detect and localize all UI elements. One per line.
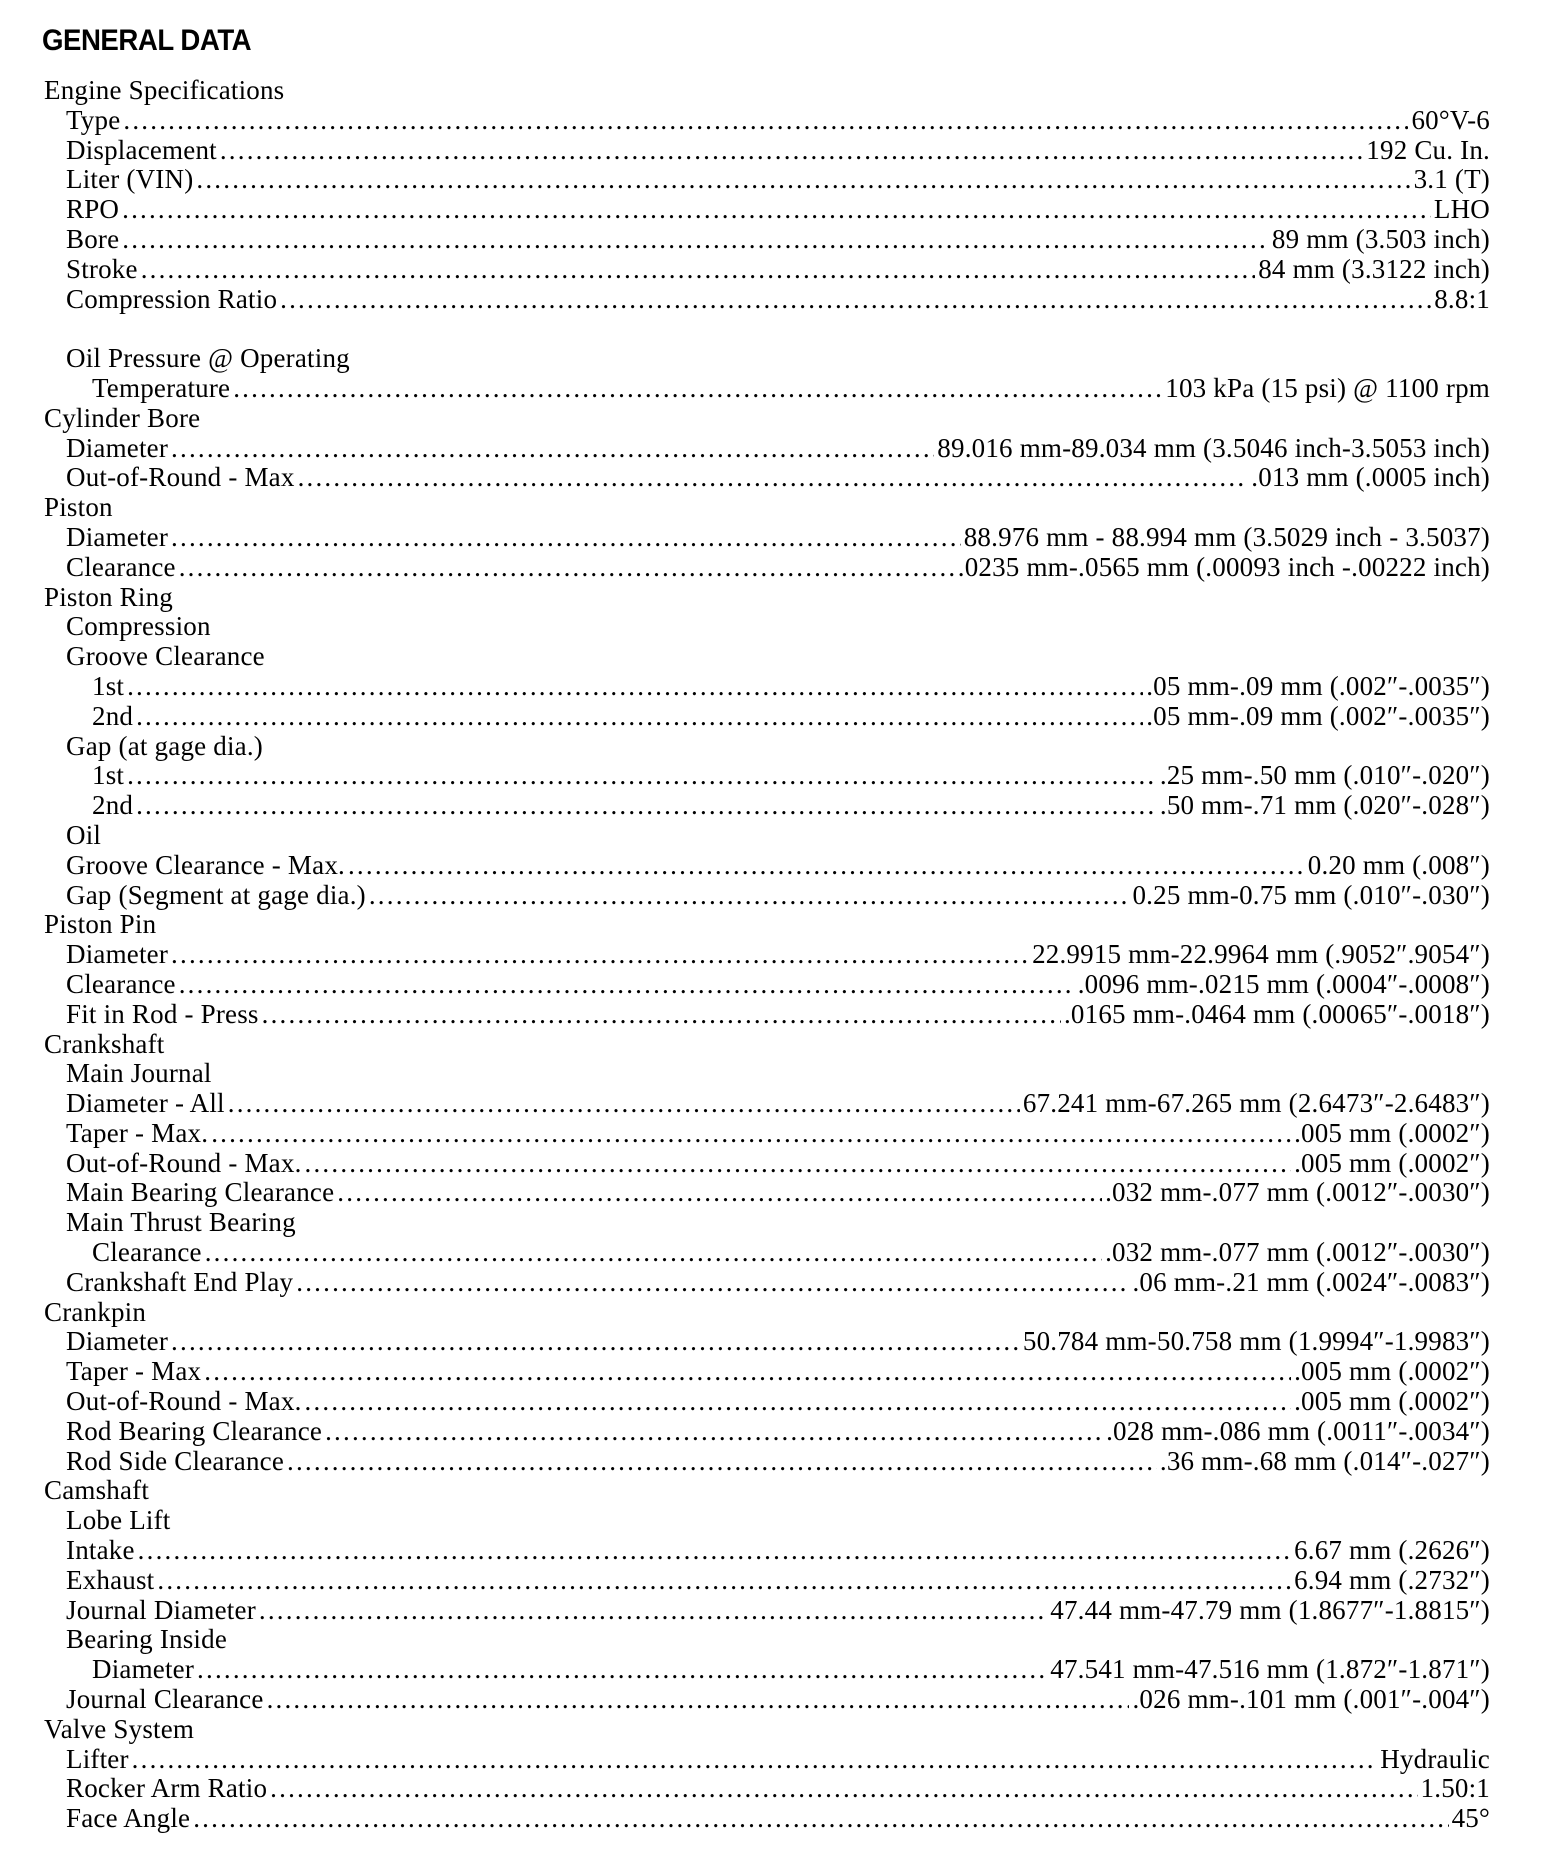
spec-row xyxy=(44,1119,1490,1149)
dot-leader xyxy=(127,672,1143,702)
spec-label: Temperature xyxy=(92,372,231,403)
spec-row xyxy=(44,255,1490,285)
spec-value: 67.241 mm-67.265 mm (2.6473″-2.6483″) xyxy=(1022,1088,1490,1119)
spec-label: Crankpin xyxy=(44,1296,147,1327)
dot-leader xyxy=(179,553,955,583)
section-heading xyxy=(44,612,1490,642)
spec-value: 89.016 mm-89.034 mm (3.5046 inch-3.5053 inch) xyxy=(937,432,1490,463)
page-title: GENERAL DATA xyxy=(42,24,252,57)
spec-label: 2nd xyxy=(92,700,134,731)
spec-label: Fit in Rod - Press xyxy=(66,998,259,1029)
spec-value: .026 mm-.101 mm (.001″-.004″) xyxy=(1132,1684,1490,1715)
spec-row xyxy=(44,881,1490,911)
section-heading xyxy=(44,821,1490,851)
spec-label: Exhaust xyxy=(66,1564,155,1595)
spec-label: Diameter - All xyxy=(66,1088,225,1119)
dot-leader xyxy=(197,1655,1047,1685)
dot-leader xyxy=(138,1536,1291,1566)
section-heading xyxy=(44,1715,1490,1745)
spec-value: 6.94 mm (.2732″) xyxy=(1294,1564,1490,1595)
spec-row xyxy=(44,851,1490,881)
spec-row xyxy=(44,1149,1490,1179)
dot-leader xyxy=(267,1685,1130,1715)
dot-leader xyxy=(141,255,1256,285)
spec-label: Crankshaft End Play xyxy=(66,1266,294,1297)
dot-leader xyxy=(171,434,934,464)
spec-label: Main Bearing Clearance xyxy=(66,1177,335,1208)
dot-leader xyxy=(122,225,1269,255)
spec-row xyxy=(44,702,1490,732)
spec-row xyxy=(44,1447,1490,1477)
spec-label: Intake xyxy=(66,1535,135,1566)
dot-leader xyxy=(348,851,1305,881)
spec-value: 0.25 mm-0.75 mm (.010″-.030″) xyxy=(1132,879,1490,910)
section-heading xyxy=(44,1059,1490,1089)
spec-label: Journal Diameter xyxy=(66,1594,256,1625)
spec-label: Engine Specifications xyxy=(44,75,285,105)
spec-value: 45° xyxy=(1451,1803,1490,1834)
dot-leader xyxy=(220,136,1363,166)
spec-row xyxy=(44,374,1490,404)
spec-label: Clearance xyxy=(66,968,176,999)
section-heading xyxy=(44,732,1490,762)
spec-label: Diameter xyxy=(66,521,169,552)
section-heading xyxy=(44,404,1490,434)
spec-label: Bearing Inside xyxy=(66,1624,228,1655)
spec-row xyxy=(44,1745,1490,1775)
spec-label: Displacement xyxy=(66,134,217,165)
spec-row xyxy=(44,1774,1490,1804)
dot-leader xyxy=(262,1000,1061,1030)
dot-leader xyxy=(132,1745,1378,1775)
spec-value: .013 mm (.0005 inch) xyxy=(1251,462,1490,493)
spec-value: .0235 mm-.0565 mm (.00093 inch -.00222 inch) xyxy=(957,551,1490,582)
spec-row xyxy=(44,791,1490,821)
spec-label: Piston Pin xyxy=(44,909,157,940)
section-heading xyxy=(44,1476,1490,1506)
spec-value: .50 mm-.71 mm (.020″-.028″) xyxy=(1159,790,1490,821)
spec-value: .06 mm-.21 mm (.0024″-.0083″) xyxy=(1132,1266,1490,1297)
spec-row xyxy=(44,1238,1490,1268)
spec-row xyxy=(44,1804,1490,1834)
spec-label: Diameter xyxy=(66,1326,169,1357)
spec-label: Main Thrust Bearing xyxy=(66,1207,296,1238)
dot-leader xyxy=(136,702,1143,732)
spec-label: Diameter xyxy=(66,432,169,463)
spec-label: RPO xyxy=(66,194,120,225)
dot-leader xyxy=(270,1774,1417,1804)
dot-leader xyxy=(369,881,1130,911)
section-heading xyxy=(44,642,1490,672)
spec-label: Stroke xyxy=(66,253,138,284)
section-heading xyxy=(44,1506,1490,1536)
spec-label: Gap (Segment at gage dia.) xyxy=(66,879,366,910)
dot-leader xyxy=(228,1089,1020,1119)
dot-leader xyxy=(122,195,1431,225)
spec-value: 22.9915 mm-22.9964 mm (.9052″.9054″) xyxy=(1032,939,1490,970)
dot-leader xyxy=(136,791,1157,821)
spec-value: LHO xyxy=(1433,194,1490,225)
spec-label: Out-of-Round - Max. xyxy=(66,1147,302,1178)
dot-leader xyxy=(193,1804,1448,1834)
spec-row xyxy=(44,136,1490,166)
spec-label: 1st xyxy=(92,760,125,791)
spec-label: Clearance xyxy=(66,551,176,582)
spec-label: 1st xyxy=(92,670,125,701)
spec-label: Rod Bearing Clearance xyxy=(66,1415,323,1446)
spec-value: .05 mm-.09 mm (.002″-.0035″) xyxy=(1146,700,1490,731)
dot-leader xyxy=(127,761,1157,791)
spec-label: Groove Clearance - Max. xyxy=(66,849,345,880)
spec-value: .005 mm (.0002″) xyxy=(1294,1117,1490,1148)
spec-row xyxy=(44,106,1490,136)
spec-label: Piston xyxy=(44,492,113,523)
dot-leader xyxy=(305,1387,1292,1417)
spec-value: .032 mm-.077 mm (.0012″-.0030″) xyxy=(1105,1237,1490,1268)
spec-label: Liter (VIN) xyxy=(66,164,194,195)
spec-value: 8.8:1 xyxy=(1434,283,1490,314)
spec-list xyxy=(44,76,1490,1834)
spec-label: Camshaft xyxy=(44,1475,150,1506)
dot-leader xyxy=(298,463,1249,493)
spec-label: 2nd xyxy=(92,790,134,821)
spec-value: .005 mm (.0002″) xyxy=(1294,1386,1490,1417)
spec-label: Rod Side Clearance xyxy=(66,1445,285,1476)
spec-row xyxy=(44,195,1490,225)
spec-label: Compression Ratio xyxy=(66,283,278,314)
spec-value: 89 mm (3.503 inch) xyxy=(1271,223,1490,254)
spec-label: Piston Ring xyxy=(44,581,173,612)
spec-row xyxy=(44,1357,1490,1387)
spec-value: .005 mm (.0002″) xyxy=(1294,1147,1490,1178)
section-heading xyxy=(44,493,1490,523)
spec-value: 0.20 mm (.008″) xyxy=(1307,849,1490,880)
spec-row xyxy=(44,1089,1490,1119)
spec-label: Valve System xyxy=(44,1713,195,1744)
spec-row xyxy=(44,523,1490,553)
dot-leader xyxy=(296,1268,1129,1298)
section-heading xyxy=(44,76,1490,106)
spec-value: .032 mm-.077 mm (.0012″-.0030″) xyxy=(1105,1177,1490,1208)
spec-value: 192 Cu. In. xyxy=(1366,134,1490,165)
spec-label: Diameter xyxy=(66,939,169,970)
section-heading xyxy=(44,1208,1490,1238)
spec-label: Rocker Arm Ratio xyxy=(66,1773,268,1804)
spec-row xyxy=(44,761,1490,791)
spec-value: 84 mm (3.3122 inch) xyxy=(1258,253,1490,284)
spec-label: Oil xyxy=(66,819,102,850)
spec-row xyxy=(44,672,1490,702)
spec-row xyxy=(44,165,1490,195)
dot-leader xyxy=(211,1119,1291,1149)
spec-row xyxy=(44,1566,1490,1596)
spec-value: Hydraulic xyxy=(1380,1743,1490,1774)
spec-label: Compression xyxy=(66,611,211,642)
spec-value: .005 mm (.0002″) xyxy=(1294,1356,1490,1387)
spec-label: Out-of-Round - Max xyxy=(66,462,295,493)
spec-row xyxy=(44,463,1490,493)
spec-label: Diameter xyxy=(92,1654,195,1685)
spec-label: Taper - Max. xyxy=(66,1117,209,1148)
spec-row xyxy=(44,1268,1490,1298)
spec-value: .36 mm-.68 mm (.014″-.027″) xyxy=(1159,1445,1490,1476)
dot-leader xyxy=(171,1327,1020,1357)
dot-leader xyxy=(280,285,1431,315)
spec-value: 88.976 mm - 88.994 mm (3.5029 inch - 3.5037) xyxy=(963,521,1490,552)
spec-row xyxy=(44,1685,1490,1715)
section-heading xyxy=(44,1625,1490,1655)
spec-value: 1.50:1 xyxy=(1420,1773,1490,1804)
spec-value: 103 kPa (15 psi) @ 1100 rpm xyxy=(1165,372,1490,403)
spec-value: 6.67 mm (.2626″) xyxy=(1294,1535,1490,1566)
section-heading xyxy=(44,583,1490,613)
spec-value: .0096 mm-.0215 mm (.0004″-.0008″) xyxy=(1077,968,1490,999)
spec-label: Face Angle xyxy=(66,1803,191,1834)
spec-row xyxy=(44,1178,1490,1208)
spec-label: Oil Pressure @ Operating xyxy=(66,343,350,374)
spec-value: .05 mm-.09 mm (.002″-.0035″) xyxy=(1146,670,1490,701)
dot-leader xyxy=(337,1178,1102,1208)
dot-leader xyxy=(287,1447,1157,1477)
spec-label: Lifter xyxy=(66,1743,129,1774)
section-heading xyxy=(44,344,1490,374)
dot-leader xyxy=(171,940,1029,970)
spec-row xyxy=(44,225,1490,255)
spec-row xyxy=(44,1327,1490,1357)
dot-leader xyxy=(123,106,1408,136)
spec-value: .028 mm-.086 mm (.0011″-.0034″) xyxy=(1106,1415,1490,1446)
dot-leader xyxy=(325,1417,1103,1447)
spec-row xyxy=(44,1417,1490,1447)
spec-row xyxy=(44,553,1490,583)
spec-label: Type xyxy=(66,104,121,135)
spec-row xyxy=(44,1536,1490,1566)
spec-row xyxy=(44,940,1490,970)
spec-value: .25 mm-.50 mm (.010″-.020″) xyxy=(1159,760,1490,791)
section-heading xyxy=(44,1030,1490,1060)
spec-label: Taper - Max xyxy=(66,1356,202,1387)
spec-label: Lobe Lift xyxy=(66,1505,171,1536)
spec-row xyxy=(44,434,1490,464)
dot-leader xyxy=(179,970,1075,1000)
spec-value: 60°V-6 xyxy=(1411,104,1490,135)
dot-leader xyxy=(259,1596,1047,1626)
spec-label: Journal Clearance xyxy=(66,1684,264,1715)
spec-label: Crankshaft xyxy=(44,1028,165,1059)
spec-row xyxy=(44,285,1490,315)
spec-label: Bore xyxy=(66,223,120,254)
spec-value: 47.44 mm-47.79 mm (1.8677″-1.8815″) xyxy=(1050,1594,1490,1625)
spec-label: Groove Clearance xyxy=(66,641,265,672)
dot-leader xyxy=(171,523,961,553)
dot-leader xyxy=(196,165,1410,195)
spec-row xyxy=(44,1655,1490,1685)
spec-row xyxy=(44,970,1490,1000)
spec-row xyxy=(44,1387,1490,1417)
dot-leader xyxy=(157,1566,1291,1596)
spec-label: Main Journal xyxy=(66,1058,212,1089)
dot-leader xyxy=(205,1238,1102,1268)
spec-row xyxy=(44,1596,1490,1626)
spec-label: Clearance xyxy=(92,1237,202,1268)
spec-value: .0165 mm-.0464 mm (.00065″-.0018″) xyxy=(1063,998,1490,1029)
dot-leader xyxy=(204,1357,1291,1387)
spec-value: 50.784 mm-50.758 mm (1.9994″-1.9983″) xyxy=(1022,1326,1490,1357)
section-heading xyxy=(44,910,1490,940)
blank-row xyxy=(44,314,1490,344)
spec-label: Out-of-Round - Max. xyxy=(66,1386,302,1417)
dot-leader xyxy=(305,1149,1292,1179)
spec-row xyxy=(44,1000,1490,1030)
spec-label: Cylinder Bore xyxy=(44,402,201,433)
spec-value: 47.541 mm-47.516 mm (1.872″-1.871″) xyxy=(1050,1654,1490,1685)
spec-label: Gap (at gage dia.) xyxy=(66,730,264,761)
dot-leader xyxy=(233,374,1162,404)
spec-value: 3.1 (T) xyxy=(1413,164,1490,195)
section-heading xyxy=(44,1298,1490,1328)
